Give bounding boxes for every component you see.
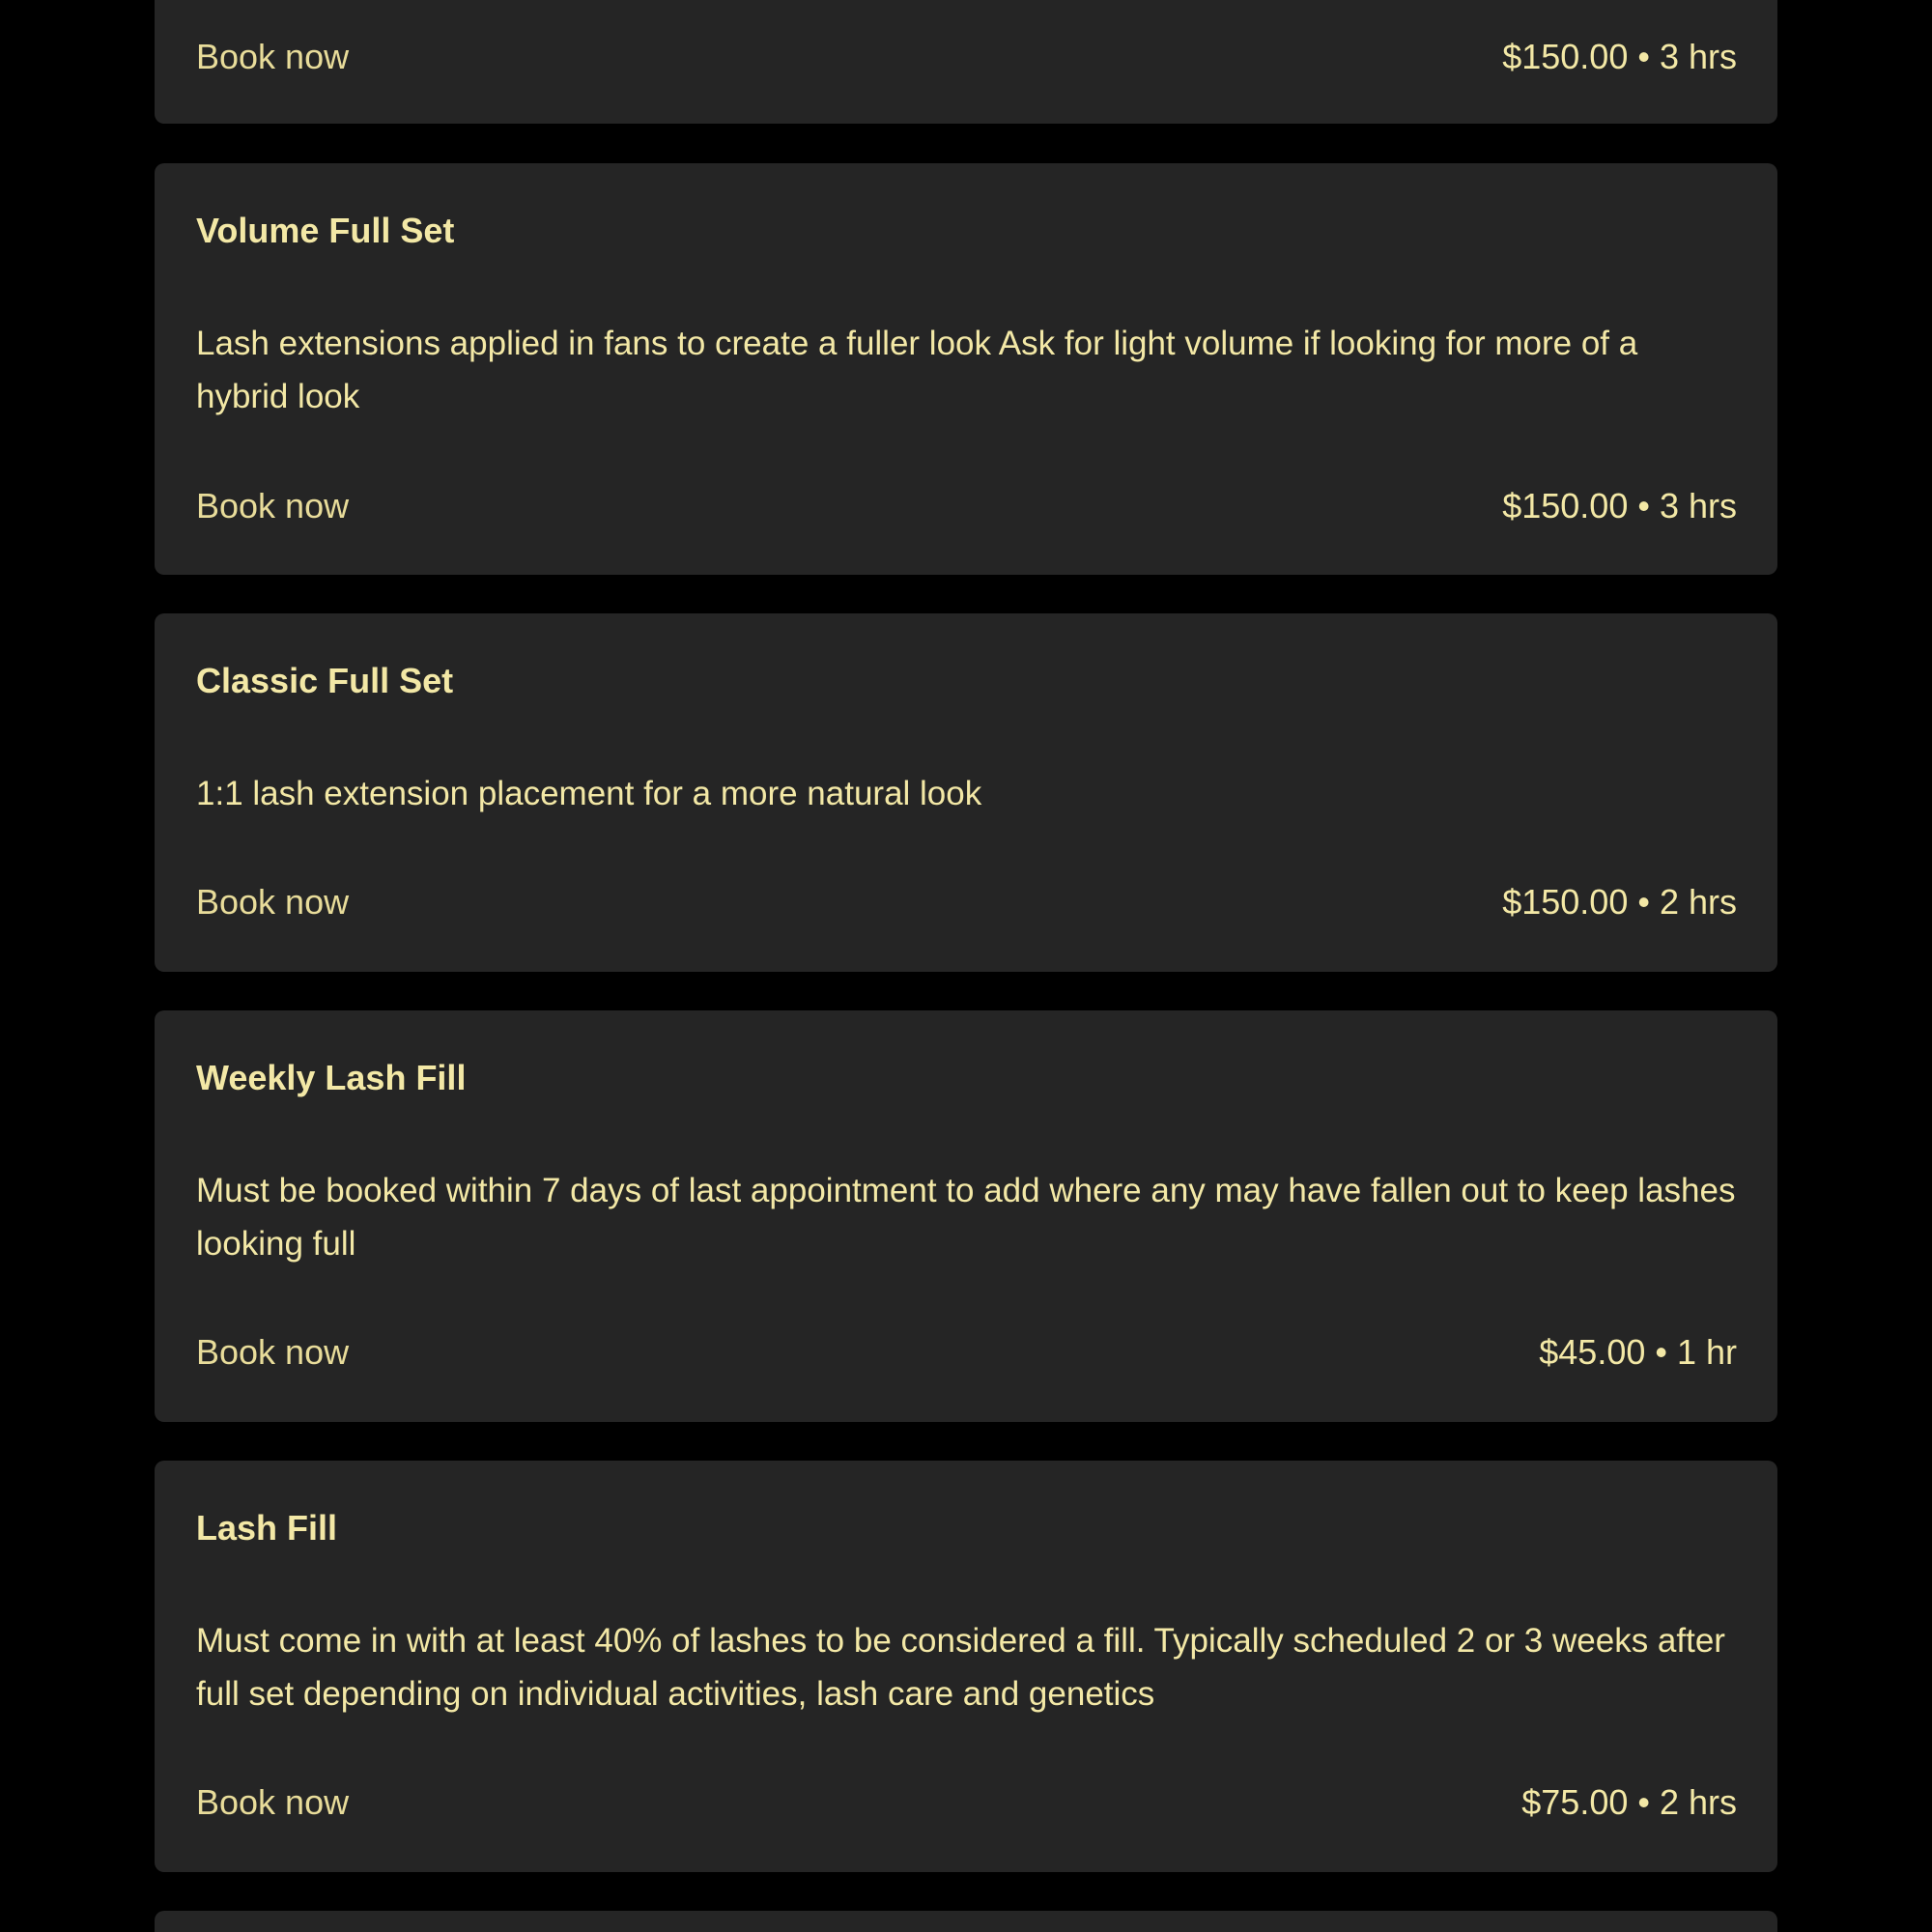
book-now-link[interactable]: Book now: [196, 486, 350, 526]
service-card: [155, 1461, 1777, 1872]
service-price-duration: $75.00 • 2 hrs: [1521, 1782, 1737, 1822]
service-title: Lash Fill: [196, 1508, 338, 1548]
service-card: [155, 1911, 1777, 1932]
service-card: [155, 163, 1777, 575]
service-title: Classic Full Set: [196, 661, 454, 700]
service-description: Must come in with at least 40% of lashes to be considered a fill. Typically scheduled 2 or 3 weeks after full set depending on individual activities, lash care and genetics: [196, 1622, 1725, 1713]
service-price-duration: $150.00 • 3 hrs: [1502, 486, 1737, 526]
service-description: 1:1 lash extension placement for a more natural look: [196, 775, 982, 812]
book-now-link[interactable]: Book now: [196, 1782, 350, 1822]
service-card: [155, 1010, 1777, 1422]
service-description: Lash extensions applied in fans to create a fuller look Ask for light volume if looking for more of a hybrid look: [196, 325, 1638, 415]
service-price-duration: $150.00 • 3 hrs: [1502, 37, 1737, 76]
service-description: Must be booked within 7 days of last appointment to add where any may have fallen out to keep lashes looking full: [196, 1172, 1736, 1263]
book-now-link[interactable]: Book now: [196, 37, 350, 76]
service-title: Weekly Lash Fill: [196, 1058, 467, 1097]
book-now-link[interactable]: Book now: [196, 1332, 350, 1372]
service-card: [155, 0, 1777, 124]
service-title: Volume Full Set: [196, 211, 455, 250]
service-price-duration: $45.00 • 1 hr: [1539, 1332, 1737, 1372]
service-price-duration: $150.00 • 2 hrs: [1502, 882, 1737, 922]
service-card: [155, 613, 1777, 972]
book-now-link[interactable]: Book now: [196, 882, 350, 922]
